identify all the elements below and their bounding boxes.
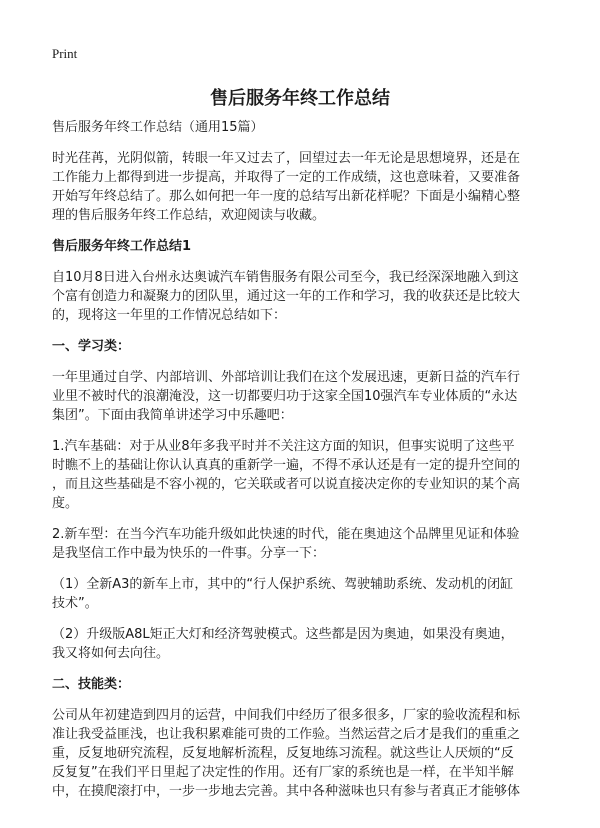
paragraph [52,706,522,801]
document-title: 售后服务年终工作总结 [210,88,390,109]
text-line: 售后服务年终工作总结1 [52,239,192,254]
paragraph [52,149,522,225]
text-line: 一年里通过自学、内部培训、外部培训让我们在这个发展迅速，更新日益的汽车行 [52,370,521,385]
text-line: 公司从年初建造到四月的运营，中间我们中经历了很多很多，厂家的验收流程和标 [52,708,521,723]
text-line: 理的售后服务年终工作总结，欢迎阅读与收藏。 [52,208,326,223]
text-line: 中，在摸爬滚打中，一步一步地去完善。其中各种滋味也只有参与者真正才能够体 [52,784,521,799]
text-line: 重，反复地研究流程，反复地解析流程，反复地练习流程。就这些让人厌烦的“反 [52,746,514,761]
text-line: 时瞧不上的基础让你认认真真的重新学一遍，不得不承认还是有一定的提升空间的 [52,458,521,473]
paragraph [52,268,522,325]
text-line: 1.汽车基础：对于从业8年多我平时并不关注这方面的知识，但事实说明了这些平 [52,439,515,454]
text-line: （1）全新A3的新车上市，其中的“行人保护系统、驾驶辅助系统、发动机的闭缸 [52,577,514,592]
text-line: 反复复”在我们平日里起了决定性的作用。还有厂家的系统也是一样，在半知半解 [52,765,514,780]
text-line: 业里不被时代的浪潮淹没，这一切都要归功于这家全国10强汽车专业体质的“永达 [52,389,518,404]
paragraph [52,525,522,563]
document-blocks [52,149,522,801]
document-body [52,118,522,813]
text-line: 是我坚信工作中最为快乐的一件事。分享一下： [52,546,326,561]
text-line: 一、学习类： [52,339,131,354]
text-line: 个富有创造力和凝聚力的团队里，通过这一年的工作和学习，我的收获还是比较大 [52,289,521,304]
text-line: 技术”。 [52,596,98,611]
text-line: 我又将如何去向往。 [52,646,170,661]
text-line: （2）升级版A8L矩正大灯和经济驾驶模式。这些都是因为奥迪，如果没有奥迪， [52,627,514,642]
section-heading [52,337,522,356]
paragraph [52,437,522,513]
text-line: 工作能力上都得到进一步提高，并取得了一定的工作成绩，这也意味着，又要准备 [52,170,521,185]
paragraph [52,575,522,613]
section-heading [52,237,522,256]
text-line: 准让我受益匪浅，也让我积累难能可贵的工作验。当然运营之后才是我们的重重之 [52,727,521,742]
print-link[interactable]: Print [52,46,78,61]
text-line: 时光荏苒，光阴似箭，转眼一年又过去了，回望过去一年无论是思想境界，还是在 [52,151,521,166]
text-line: 度。 [52,496,79,511]
section-heading [52,675,522,694]
text-line: 自10月8日进入台州永达奥诚汽车销售服务有限公司至今，我已经深深地融入到这 [52,270,519,285]
text-line: 2.新车型：在当今汽车功能升级如此快速的时代，能在奥迪这个品牌里见证和体验 [52,527,520,542]
text-line: 集团”。下面由我简单讲述学习中乐趣吧： [52,408,293,423]
paragraph [52,368,522,425]
text-line: 的，现将这一年里的工作情况总结如下： [52,308,287,323]
text-line: 二、技能类： [52,677,131,692]
text-line: ，而且这些基础是不容小视的，它关联或者可以说直接决定你的专业知识的某个高 [52,477,521,492]
paragraph [52,625,522,663]
text-line: 开始写年终总结了。那么如何把一年一度的总结写出新花样呢？下面是小编精心整 [52,189,521,204]
document-subtitle: 售后服务年终工作总结（通用15篇） [52,120,264,135]
